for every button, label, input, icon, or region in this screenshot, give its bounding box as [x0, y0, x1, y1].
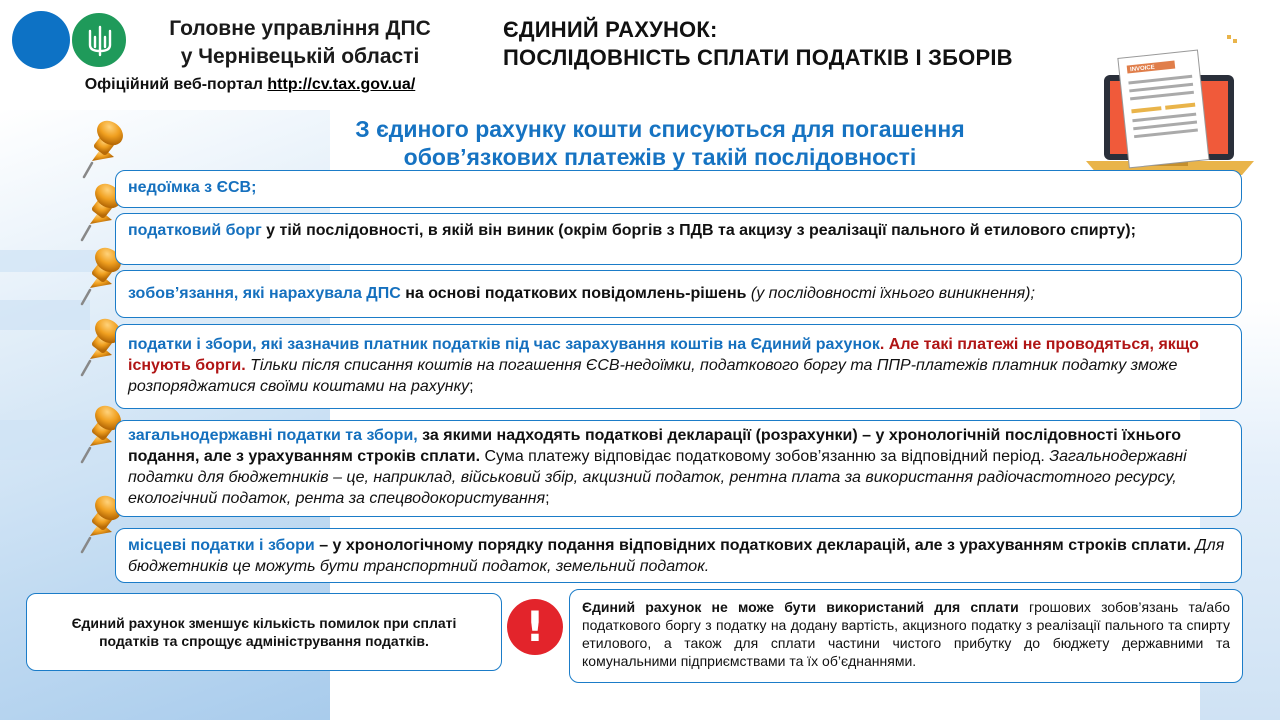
info-note [26, 593, 502, 671]
org-name-line1: Головне управління ДПС [169, 17, 431, 40]
item-lead: податковий борг [128, 222, 262, 239]
list-item [115, 170, 1242, 208]
laptop-invoice-icon [1082, 35, 1258, 187]
item-tail: ; [469, 378, 474, 395]
list-item [115, 420, 1242, 517]
item-italic-text: Загальнодержавні податки для бюджетників – це, наприклад, військовий збір, акцизний податок, рентна плата за використання радіочастотного ресурсу, екологічний податок, рента за спецводокористування [128, 448, 1187, 507]
item-lead: недоїмка з ЄСВ; [128, 179, 257, 196]
item-italic-text: Тільки після списання коштів на погашення ЄСВ-недоїмки, податкового боргу та ППР-платежів платник податку зможе розпоряджатися своїми коштами на рахунку [128, 357, 1178, 395]
item-lead: загальнодержавні податки та збори, [128, 427, 423, 444]
portal-label: Офіційний веб-портал [84, 76, 268, 93]
item-lead: податки і збори, які зазначив платник податків під час зарахування коштів на Єдиний рахунок [128, 336, 880, 353]
item-bold-text: за якими надходять податкові декларації (розрахунки) – у хронологічній послідовності їхнього подання, але з урахуванням строків сплати. [128, 427, 1182, 465]
warning-note-bold: Єдиний рахунок не може бути використаний для сплати [582, 599, 1019, 615]
portal-line [50, 76, 450, 94]
item-bold-text: на основі податкових повідомлень-рішень [400, 285, 751, 302]
info-note-text: Єдиний рахунок зменшує кількість помилок при сплаті податків та спрощує адміністрування податків. [71, 615, 457, 649]
agency-logo-blue [12, 11, 70, 69]
invoice-label: INVOICE [1129, 64, 1156, 74]
warning-note [569, 589, 1243, 683]
page-title-line2: ПОСЛІДОВНІСТЬ СПЛАТИ ПОДАТКІВ І ЗБОРІВ [503, 45, 1013, 70]
subtitle-line2: обов’язкових платежів у такій послідовності [403, 144, 917, 170]
portal-link[interactable]: http://cv.tax.gov.ua/ [267, 76, 416, 93]
item-italic-text: (у послідовності їхнього виникнення); [750, 285, 1035, 302]
warning-note-text: грошових зобов’язань та/або податкового боргу з податку на додану вартість, акцизного податку з реалізації пального та спирту етилового, а також для сплати частини чистого прибутку до бюджету державними та комунальними підприємствами та їх об’єднаннями. [582, 599, 1230, 669]
item-bold-text: у тій послідовності, в якій він виник (окрім боргів з ПДВ та акцизу з реалізації пального й етилового спирту); [261, 222, 1136, 239]
item-normal-text: Сума платежу відповідає податковому зобов’язанню за відповідний період. [480, 448, 1050, 465]
page-title-line1: ЄДИНИЙ РАХУНОК: [503, 17, 718, 42]
list-item [115, 528, 1242, 583]
list-item [115, 213, 1242, 265]
alert-symbol: ! [525, 602, 545, 651]
trident-icon [70, 11, 128, 69]
alert-icon [507, 599, 563, 655]
item-bold-text: – у хронологічному порядку подання відповідних податкових декларацій, але з урахуванням строків сплати. [314, 537, 1191, 554]
item-lead: місцеві податки і збори [128, 537, 315, 554]
background-stripe [0, 300, 90, 330]
item-warning-text: . Але такі платежі не проводяться, якщо існують борги. [128, 336, 1199, 374]
item-italic-text: Для бюджетників це можуть бути транспортний податок, земельний податок. [128, 537, 1225, 575]
item-lead: зобов’язання, які нарахувала ДПС [128, 285, 401, 302]
list-item [115, 270, 1242, 318]
subtitle [250, 115, 1070, 171]
list-item [115, 324, 1242, 409]
subtitle-line1: З єдиного рахунку кошти списуються для погашення [355, 116, 965, 142]
page-title [503, 16, 1013, 72]
item-tail: ; [545, 490, 550, 507]
org-name-line2: у Чернівецькій області [180, 45, 420, 68]
